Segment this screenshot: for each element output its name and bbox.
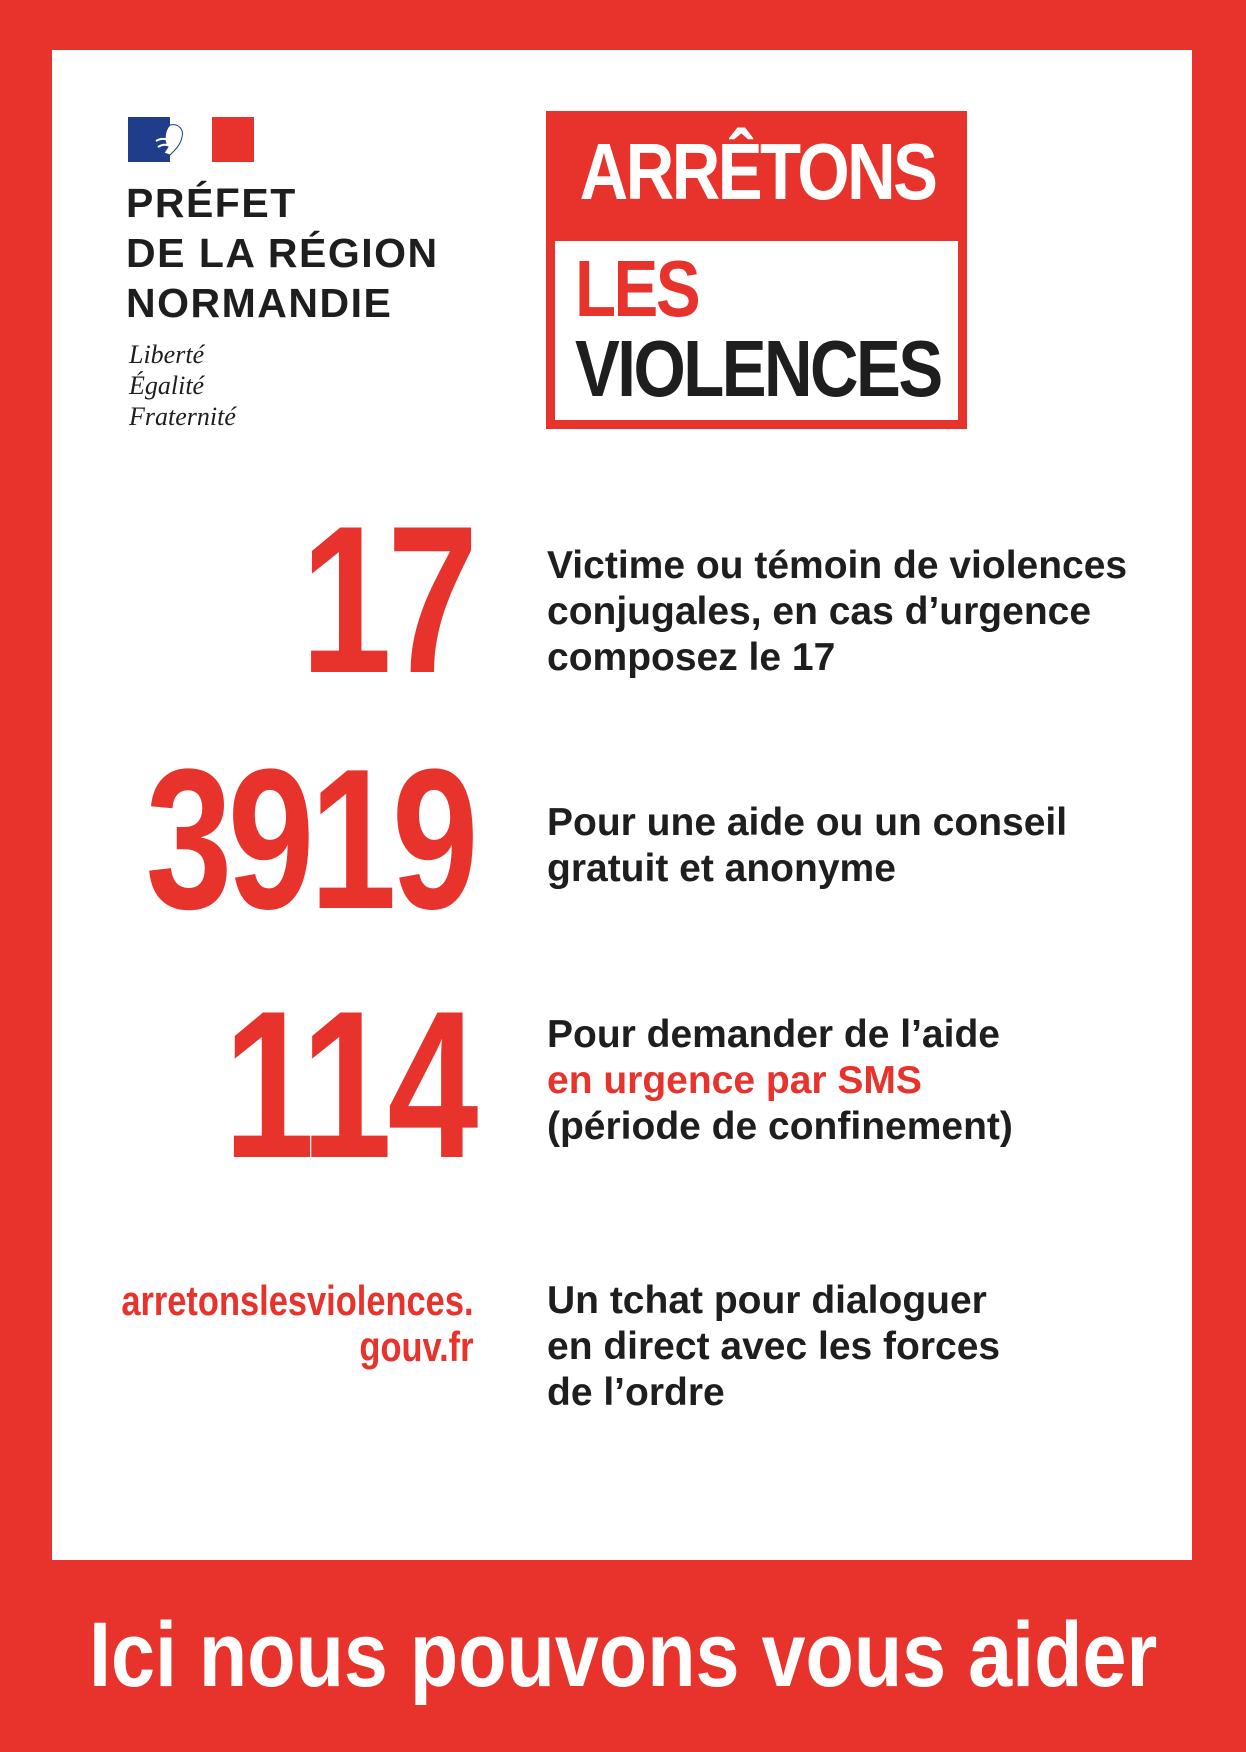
footer-slogan: Ici nous pouvons vous aider — [88, 1604, 1158, 1706]
republic-motto — [129, 339, 236, 432]
number-3919: 3919 — [145, 728, 474, 951]
url-line: gouv.fr — [359, 1323, 474, 1370]
desc-line: composez le 17 — [547, 636, 836, 679]
prefet-title — [126, 178, 506, 328]
number-114: 114 — [223, 967, 474, 1202]
url-line: arretonslesviolences. — [121, 1277, 474, 1324]
logo-line-arretons: ARRÊTONS — [579, 127, 936, 216]
desc-line: en direct avec les forces — [547, 1325, 1001, 1368]
desc-highlight: en urgence par SMS — [547, 1059, 922, 1102]
desc-line: conjugales, en cas d’urgence — [547, 590, 1092, 633]
desc-line: Pour demander de l’aide — [547, 1013, 1000, 1056]
logo-line-violences: VIOLENCES — [575, 324, 941, 413]
desc-line: Victime ou témoin de violences — [547, 544, 1128, 587]
row-17-description — [547, 543, 1167, 681]
desc-line: de l’ordre — [547, 1371, 725, 1414]
logo-inner-box — [555, 241, 958, 420]
prefet-line: PRÉFET — [126, 180, 297, 226]
motto-line: Fraternité — [129, 402, 236, 431]
desc-line: Un tchat pour dialoguer — [547, 1279, 987, 1322]
campaign-logo — [546, 111, 967, 429]
desc-line: Pour une aide ou un conseil — [547, 801, 1068, 844]
row-chat-description — [547, 1278, 1167, 1416]
row-3919-description — [547, 800, 1167, 892]
motto-line: Liberté — [129, 340, 205, 369]
marianne-flag-icon — [128, 117, 254, 162]
desc-line: gratuit et anonyme — [547, 847, 896, 890]
prefet-line: NORMANDIE — [126, 280, 393, 326]
logo-line-les: LES — [575, 244, 699, 333]
row-114-description — [547, 1012, 1167, 1150]
motto-line: Égalité — [129, 371, 205, 400]
website-link[interactable] — [44, 1278, 474, 1370]
number-17: 17 — [301, 482, 474, 717]
prefet-line: DE LA RÉGION — [126, 230, 439, 276]
desc-line: (période de confinement) — [547, 1105, 1013, 1148]
